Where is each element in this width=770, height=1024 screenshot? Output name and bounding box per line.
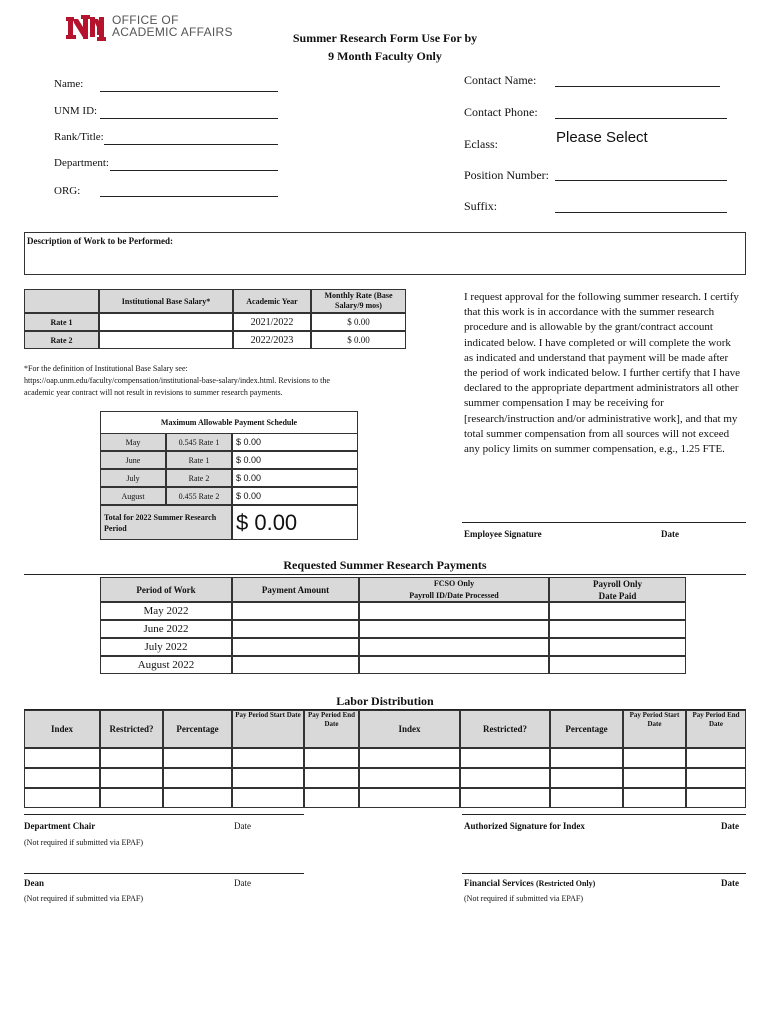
payment-payroll-input[interactable]	[549, 602, 686, 620]
employee-date-label: Date	[661, 529, 679, 539]
labor-cell-input[interactable]	[232, 788, 304, 808]
labor-cell-input[interactable]	[550, 768, 623, 788]
payment-amount-input[interactable]	[232, 620, 359, 638]
dept-chair-label: Department Chair	[24, 821, 96, 831]
payment-schedule-title: Maximum Allowable Payment Schedule	[160, 417, 298, 427]
description-box[interactable]	[24, 232, 746, 275]
auth-index-line[interactable]	[462, 814, 746, 815]
dean-label: Dean	[24, 878, 44, 888]
rate-1-ibs-input[interactable]	[99, 313, 233, 331]
labor-header: Restricted?	[460, 710, 550, 748]
rate-header-monthly: Monthly Rate (Base Salary/9 mos)	[311, 289, 406, 313]
dean-note: (Not required if submitted via EPAF)	[24, 894, 144, 903]
financial-label: Financial Services (Restricted Only)	[464, 878, 596, 888]
schedule-amount-june: $ 0.00	[232, 451, 358, 469]
schedule-month-july: July	[100, 469, 166, 487]
payment-period: May 2022	[100, 602, 232, 620]
labor-cell-input[interactable]	[686, 748, 746, 768]
schedule-amount-august: $ 0.00	[232, 487, 358, 505]
labor-cell-input[interactable]	[623, 748, 686, 768]
eclass-select[interactable]: Please Select	[556, 129, 648, 146]
labor-cell-input[interactable]	[623, 788, 686, 808]
suffix-label: Suffix:	[464, 199, 498, 213]
form-title: Summer Research Form Use For by 9 Month Faculty Only	[292, 31, 478, 63]
schedule-month-june: June	[100, 451, 166, 469]
labor-cell-input[interactable]	[304, 748, 359, 768]
certification-text: I request approval for the following summer research. I certify that this work is in accordance with the summer research procedure and is allowable by the grant/contract account indicated below. I have completed or will complete the work as indicated and understand that payment will be made after the period of work indicated below. I further certify that I have declared to the appropriate department administrators all other summer compensation I may be receiving for [research/instruction and/or administrative work], and that my total summer compensation from all sources will not exceed any policy limits on summer compensation, e.g., 1.25 FTE.	[464, 291, 741, 456]
payment-fcso-input[interactable]	[359, 656, 549, 674]
payment-payroll-input[interactable]	[549, 638, 686, 656]
schedule-month-may: May	[100, 433, 166, 451]
labor-cell-input[interactable]	[460, 768, 550, 788]
labor-cell-input[interactable]	[686, 788, 746, 808]
contact-phone-field[interactable]	[555, 118, 727, 119]
financial-note: (Not required if submitted via EPAF)	[464, 894, 584, 903]
rate-2-year: 2022/2023	[233, 331, 311, 349]
rate-2-ibs-input[interactable]	[99, 331, 233, 349]
labor-cell-input[interactable]	[24, 768, 100, 788]
payments-header-amount: Payment Amount	[232, 577, 359, 602]
position-number-label: Position Number:	[464, 168, 550, 182]
eclass-label: Eclass:	[464, 137, 498, 151]
dept-chair-note: (Not required if submitted via EPAF)	[24, 838, 144, 847]
labor-cell-input[interactable]	[24, 748, 100, 768]
schedule-rate-may: 0.545 Rate 1	[166, 433, 232, 451]
schedule-total-value: $ 0.00	[232, 505, 358, 540]
labor-cell-input[interactable]	[359, 768, 460, 788]
auth-index-date: Date	[721, 821, 739, 831]
schedule-rate-june: Rate 1	[166, 451, 232, 469]
contact-name-field[interactable]	[555, 86, 720, 87]
rank-title-field[interactable]	[104, 144, 278, 145]
position-number-field[interactable]	[555, 180, 727, 181]
labor-header: Index	[24, 710, 100, 748]
name-label: Name:	[54, 78, 84, 90]
payment-period: August 2022	[100, 656, 232, 674]
footnote: *For the definition of Institutional Base Salary see: https://oap.unm.edu/faculty/compensation/institutional-base-salary/index.html. Revisions to the academic year contract will not result in revisions to summer research payments.	[24, 364, 330, 397]
payments-rule	[24, 574, 746, 575]
labor-cell-input[interactable]	[623, 768, 686, 788]
auth-index-label: Authorized Signature for Index	[464, 821, 585, 831]
contact-phone-label: Contact Phone:	[464, 105, 538, 119]
labor-header: Index	[359, 710, 460, 748]
unm-id-field[interactable]	[100, 118, 278, 119]
logo-text: OFFICE OF ACADEMIC AFFAIRS	[112, 13, 233, 39]
payment-period: July 2022	[100, 638, 232, 656]
labor-cell-input[interactable]	[550, 788, 623, 808]
payment-period: June 2022	[100, 620, 232, 638]
schedule-rate-august: 0.455 Rate 2	[166, 487, 232, 505]
department-label: Department:	[54, 157, 109, 169]
labor-cell-input[interactable]	[163, 768, 232, 788]
org-field[interactable]	[100, 196, 278, 197]
rate-header-blank	[24, 289, 99, 313]
contact-name-label: Contact Name:	[464, 73, 537, 87]
rate-header-ibs: Institutional Base Salary*	[99, 289, 233, 313]
financial-line[interactable]	[462, 873, 746, 874]
payment-amount-input[interactable]	[232, 638, 359, 656]
labor-cell-input[interactable]	[460, 748, 550, 768]
payments-header-fcso: FCSO Only Payroll ID/Date Processed	[359, 577, 549, 602]
rate-2-monthly: $ 0.00	[311, 331, 406, 349]
description-label: Description of Work to be Performed:	[27, 236, 174, 246]
rank-title-label: Rank/Title:	[54, 131, 104, 143]
employee-signature-label: Employee Signature	[464, 529, 542, 539]
suffix-field[interactable]	[555, 212, 727, 213]
schedule-amount-july: $ 0.00	[232, 469, 358, 487]
financial-date: Date	[721, 878, 739, 888]
schedule-month-august: August	[100, 487, 166, 505]
rate-1-year: 2021/2022	[233, 313, 311, 331]
labor-header: Restricted?	[100, 710, 163, 748]
rate-2-label: Rate 2	[24, 331, 99, 349]
labor-cell-input[interactable]	[100, 788, 163, 808]
labor-cell-input[interactable]	[163, 788, 232, 808]
name-field[interactable]	[100, 91, 278, 92]
dean-line[interactable]	[24, 873, 304, 874]
labor-cell-input[interactable]	[100, 768, 163, 788]
labor-header: Pay Period End Date	[304, 710, 359, 748]
rate-1-monthly: $ 0.00	[311, 313, 406, 331]
schedule-rate-july: Rate 2	[166, 469, 232, 487]
payment-fcso-input[interactable]	[359, 638, 549, 656]
rate-header-year: Academic Year	[233, 289, 311, 313]
payments-header-period: Period of Work	[100, 577, 232, 602]
payment-amount-input[interactable]	[232, 602, 359, 620]
labor-cell-input[interactable]	[550, 748, 623, 768]
payment-fcso-input[interactable]	[359, 602, 549, 620]
labor-cell-input[interactable]	[359, 788, 460, 808]
labor-cell-input[interactable]	[304, 768, 359, 788]
rate-1-label: Rate 1	[24, 313, 99, 331]
org-label: ORG:	[54, 185, 81, 197]
payments-title: Requested Summer Research Payments	[283, 558, 487, 572]
department-field[interactable]	[110, 170, 278, 171]
labor-cell-input[interactable]	[359, 748, 460, 768]
payments-header-payroll: Payroll Only Date Paid	[549, 577, 686, 602]
payment-fcso-input[interactable]	[359, 620, 549, 638]
labor-header: Pay Period Start Date	[623, 710, 686, 748]
labor-cell-input[interactable]	[232, 768, 304, 788]
payment-payroll-input[interactable]	[549, 656, 686, 674]
labor-cell-input[interactable]	[232, 748, 304, 768]
employee-signature-line[interactable]	[462, 522, 746, 523]
labor-header: Percentage	[550, 710, 623, 748]
unm-logo-icon	[66, 13, 106, 43]
labor-cell-input[interactable]	[24, 788, 100, 808]
labor-cell-input[interactable]	[163, 748, 232, 768]
schedule-amount-may: $ 0.00	[232, 433, 358, 451]
labor-header: Percentage	[163, 710, 232, 748]
dept-chair-date: Date	[234, 821, 251, 831]
dean-date: Date	[234, 878, 251, 888]
labor-cell-input[interactable]	[460, 788, 550, 808]
payment-amount-input[interactable]	[232, 656, 359, 674]
labor-header: Pay Period Start Date	[232, 710, 304, 748]
labor-cell-input[interactable]	[304, 788, 359, 808]
unm-id-label: UNM ID:	[54, 105, 98, 117]
labor-cell-input[interactable]	[100, 748, 163, 768]
labor-header: Pay Period End Date	[686, 710, 746, 748]
payment-payroll-input[interactable]	[549, 620, 686, 638]
schedule-total-label: Total for 2022 Summer Research Period	[100, 505, 232, 540]
dept-chair-line[interactable]	[24, 814, 304, 815]
labor-title: Labor Distribution	[336, 694, 434, 708]
labor-cell-input[interactable]	[686, 768, 746, 788]
